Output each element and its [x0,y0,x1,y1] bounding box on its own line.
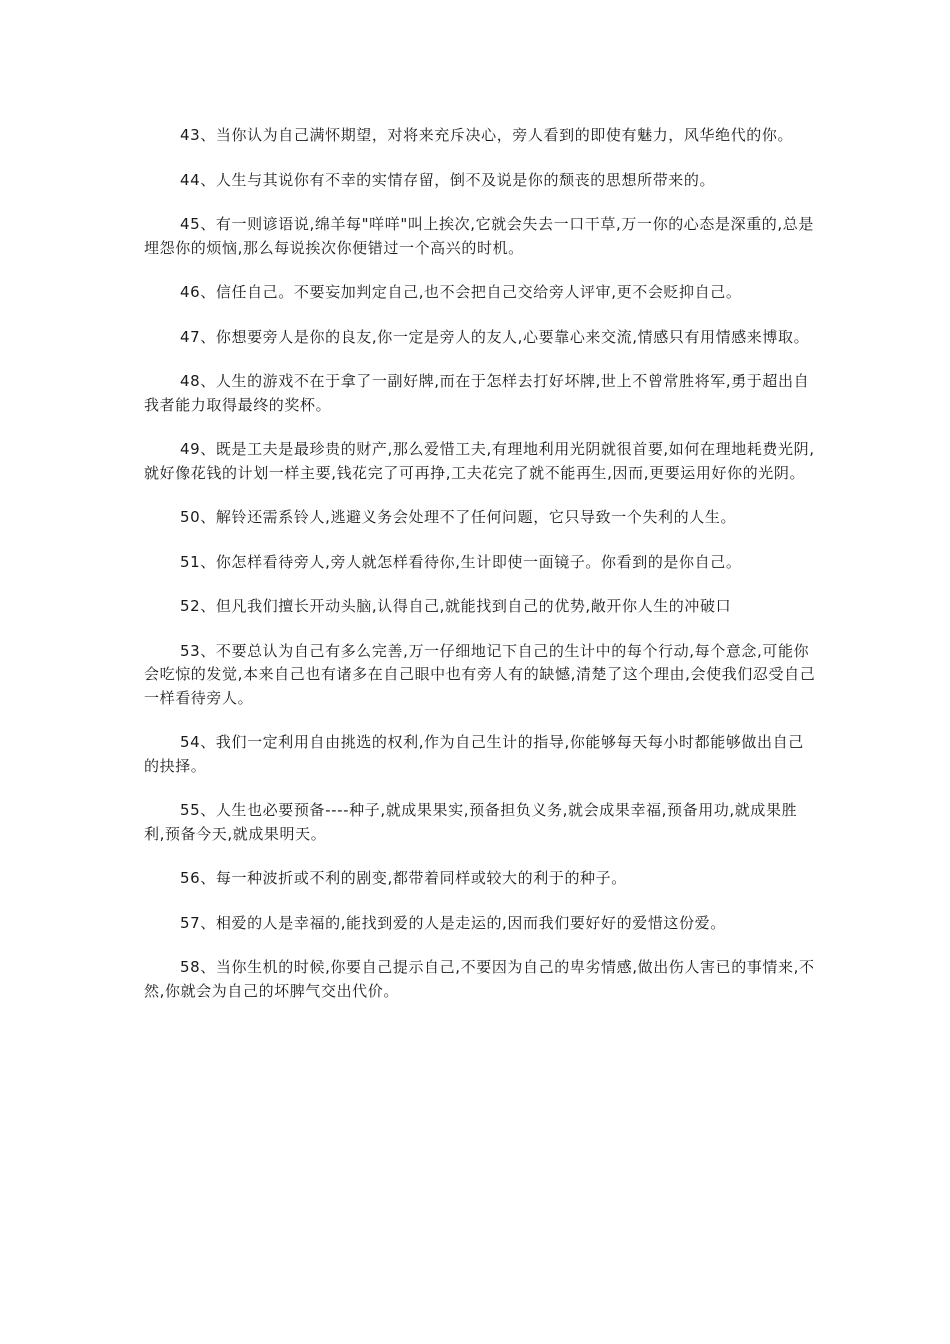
paragraph-55: 55、人生也必要预备----种子,就成果果实,预备担负义务,就会成果幸福,预备用功,就成果胜利,预备今天,就成果明天。 [144,801,798,843]
paragraph-57: 57、相爱的人是幸福的,能找到爱的人是走运的,因而我们要好好的爱惜这份爱。 [180,913,726,932]
paragraph-56: 56、每一种波折或不利的剧变,都带着同样或较大的利于的种子。 [180,869,627,887]
paragraph-52: 52、但凡我们擅长开动头脑,认得自己,就能找到自己的优势,敞开你人生的冲破口 [180,597,732,615]
paragraph-49: 49、既是工夫是最珍贵的财产,那么爱惜工夫,有理地利用光阴就很首要,如何在理地耗费光阴,就好像花钱的计划一样主要,钱花完了可再挣,工夫花完了就不能再生,因而,更要运用好你的光阴。 [144,440,815,482]
paragraph-53: 53、不要总认为自己有多么完善,万一仔细地记下自己的生计中的每个行动,每个意念,可能你会吃惊的发觉,本来自己也有诸多在自己眼中也有旁人有的缺憾,清楚了这个理由,会使我们忍受自己一样看待旁人。 [144,641,816,707]
paragraph-46: 46、信任自己。不要妄加判定自己,也不会把自己交给旁人评审,更不会贬抑自己。 [180,283,742,301]
paragraph-47: 47、你想要旁人是你的良友,你一定是旁人的友人,心要靠心来交流,情感只有用情感来博取。 [180,327,810,346]
paragraph-51: 51、你怎样看待旁人,旁人就怎样看待你,生计即使一面镜子。你看到的是你自己。 [180,552,742,571]
document-body [144,124,816,1024]
paragraph-45: 45、有一则谚语说,绵羊每"咩咩"叫上挨次,它就会失去一口干草,万一你的心态是深重的,总是埋怨你的烦恼,那么每说挨次你便错过一个高兴的时机。 [144,215,814,257]
paragraph-58: 58、当你生机的时候,你要自己提示自己,不要因为自己的卑劣情感,做出伤人害已的事情来,不然,你就会为自己的坏脾气交出代价。 [144,958,815,1000]
paragraph-43: 43、当你认为自己满怀期望，对将来充斥决心，旁人看到的即使有魅力，风华绝代的你。 [180,126,794,144]
paragraph-44: 44、人生与其说你有不幸的实情存留，倒不及说是你的颓丧的思想所带来的。 [180,170,716,189]
paragraph-50: 50、解铃还需系铃人,逃避义务会处理不了任何问题，它只导致一个失利的人生。 [180,508,737,526]
paragraph-54: 54、我们一定利用自由挑选的权利,作为自己生计的指导,你能够每天每小时都能够做出自己的抉择。 [144,733,804,775]
paragraph-48: 48、人生的游戏不在于拿了一副好牌,而在于怎样去打好坏牌,世上不曾常胜将军,勇于超出自我者能力取得最终的奖杯。 [144,372,810,414]
